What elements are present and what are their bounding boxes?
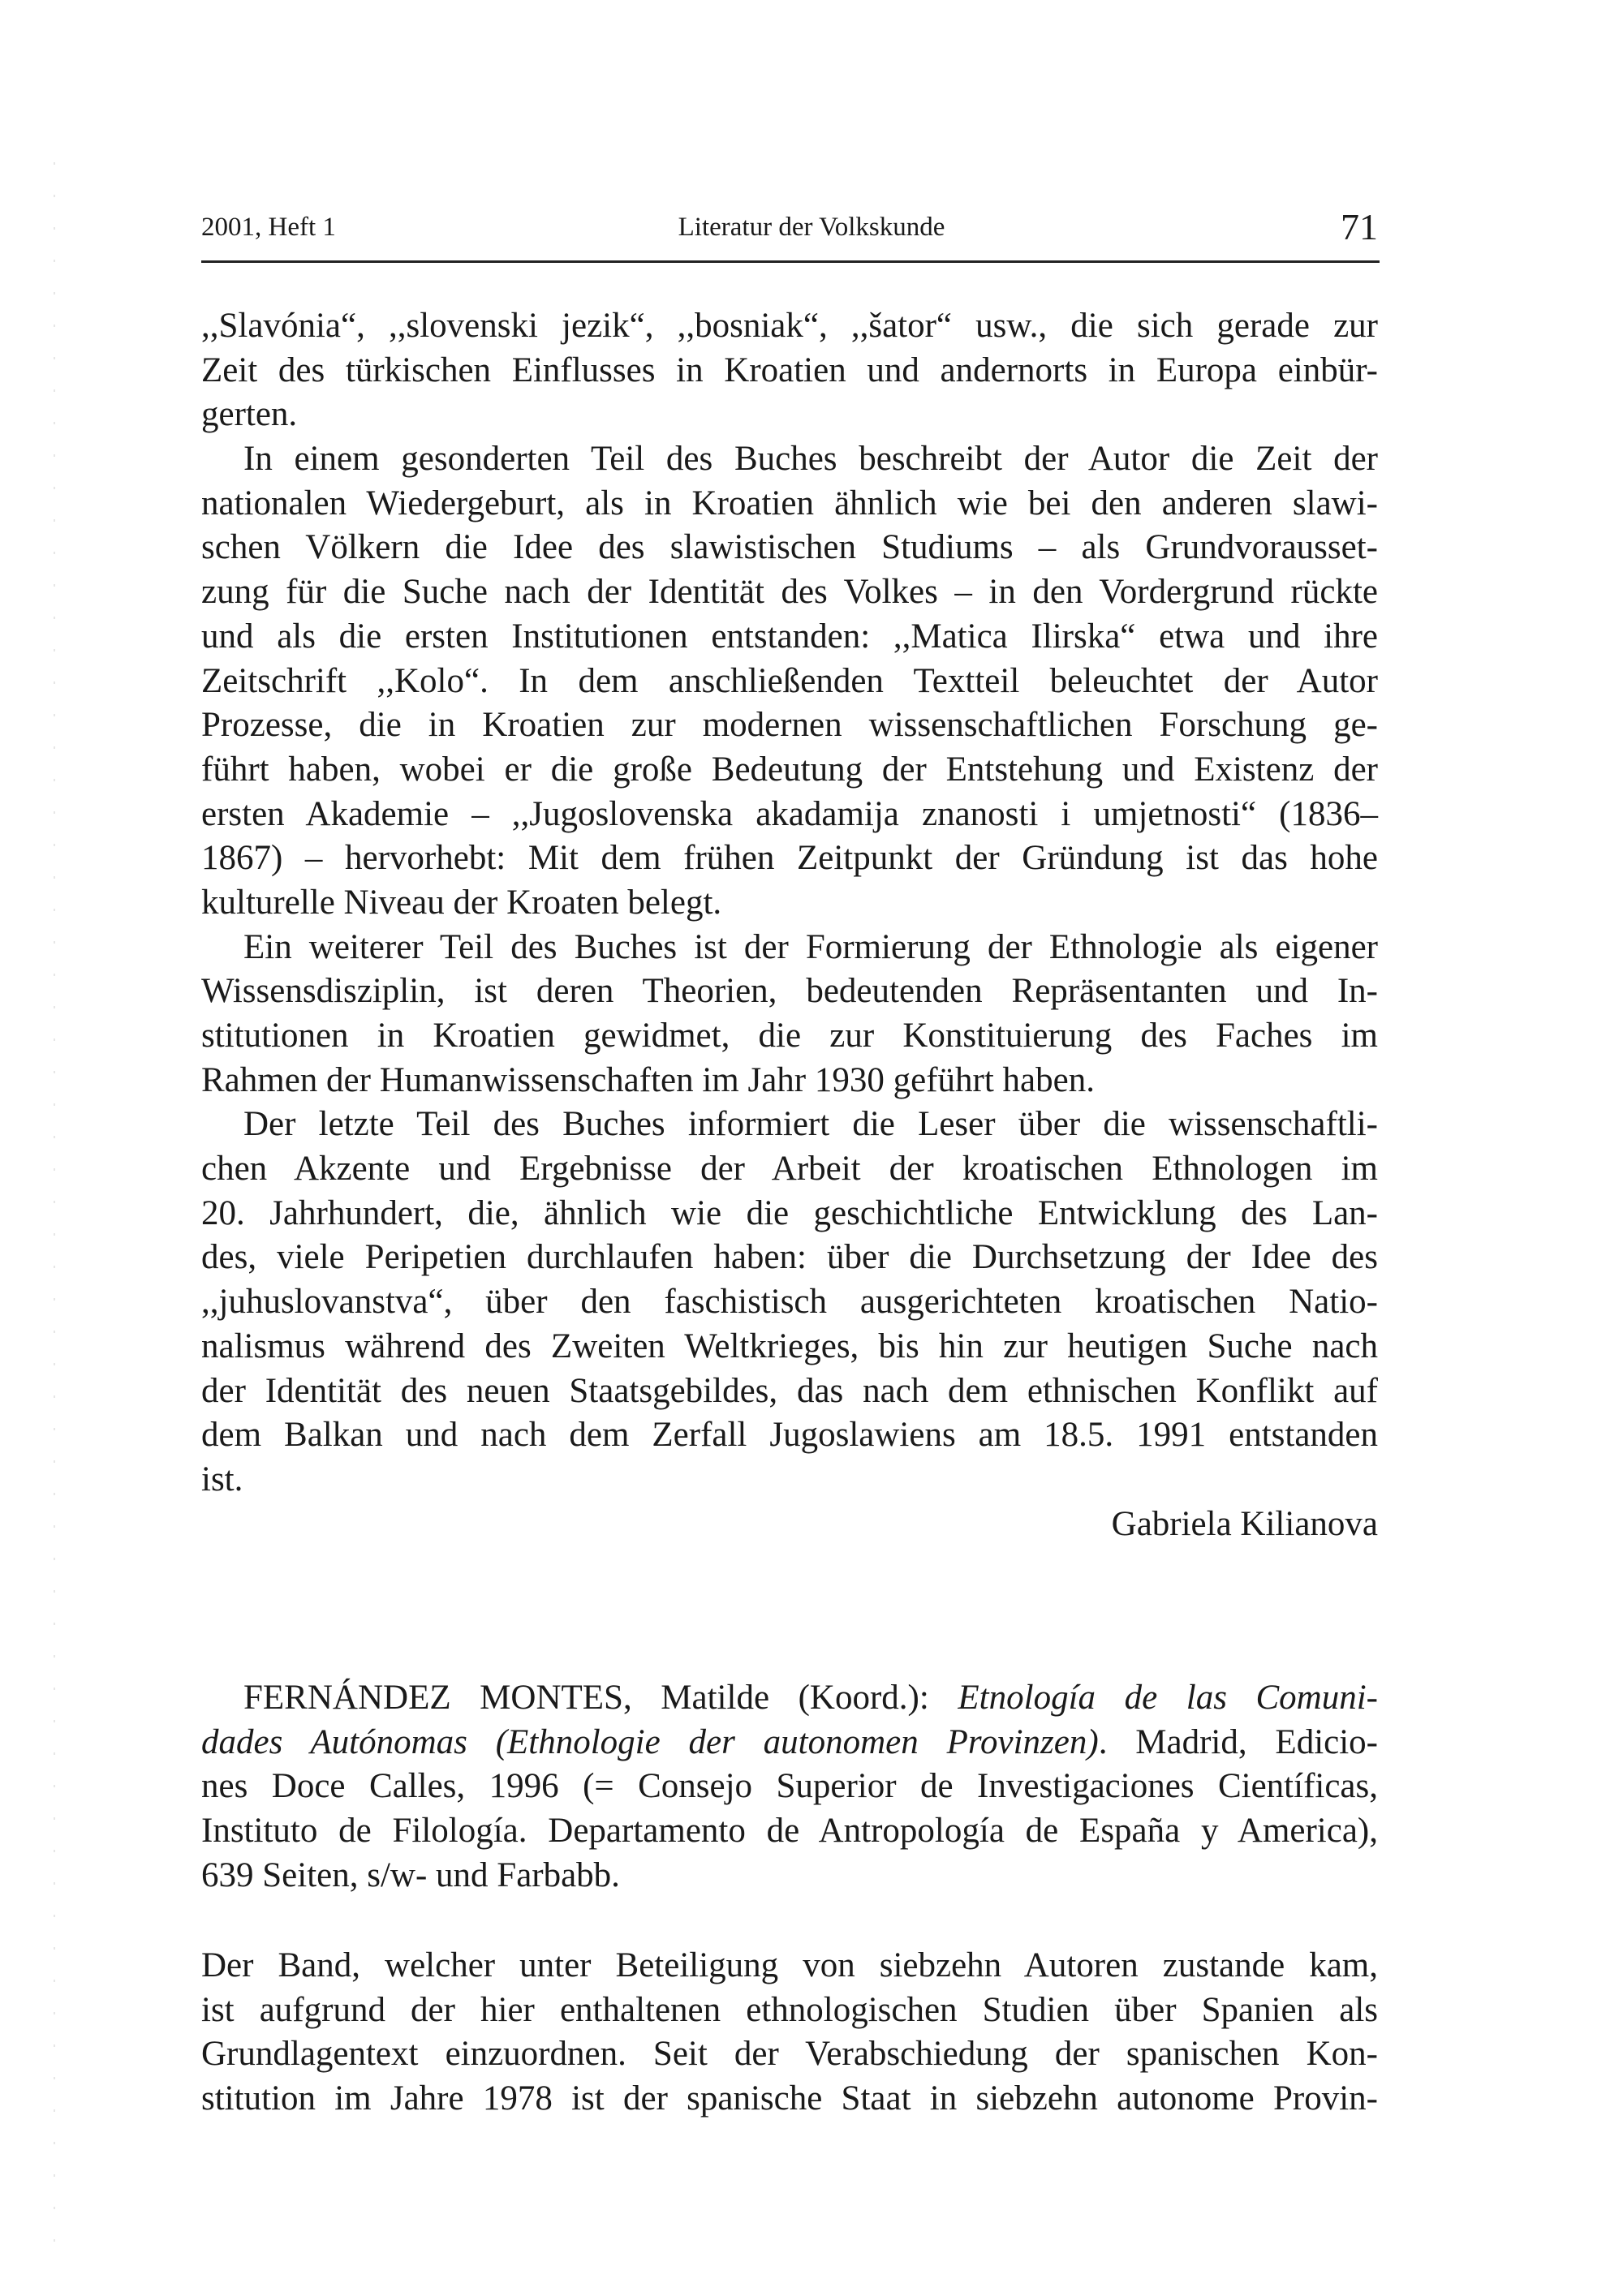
text-segment: der Identität des neuen Staatsgebildes, das nach dem ethnischen Konflikt auf xyxy=(201,1371,1378,1410)
text-line xyxy=(201,881,1378,926)
text-line xyxy=(201,570,1378,615)
text-segment: Instituto de Filología. Departamento de Antropología de España y America), xyxy=(201,1812,1378,1851)
text-line xyxy=(201,793,1378,837)
text-line xyxy=(201,703,1378,748)
text-segment: 20. Jahrhundert, die, ähnlich wie die geschichtliche Entwicklung des Lan- xyxy=(201,1193,1378,1232)
text-segment: Zeit des türkischen Einflusses in Kroatien und andernorts in Europa einbür- xyxy=(201,350,1378,389)
text-segment: 1867) – hervorhebt: Mit dem frühen Zeitpunkt der Gründung ist das hohe xyxy=(201,839,1378,878)
text-line xyxy=(201,970,1378,1014)
review-fernandez-citation xyxy=(201,1676,1378,1898)
text-segment: ,,juhuslovanstva“, über den faschistisch ausgerichteten kroatischen Natio- xyxy=(201,1283,1378,1322)
text-segment: . Madrid, Edicio- xyxy=(1098,1722,1378,1761)
text-segment: nalismus während des Zweiten Weltkrieges, bis hin zur heutigen Suche nach xyxy=(201,1326,1378,1365)
text-line xyxy=(201,660,1378,704)
text-segment: stitutionen in Kroatien gewidmet, die zur Konstituierung des Faches im xyxy=(201,1017,1378,1055)
text-line xyxy=(201,615,1378,660)
text-line xyxy=(201,1676,1378,1721)
text-segment: In einem gesonderten Teil des Buches beschreibt der Autor die Zeit der xyxy=(243,440,1378,479)
reviewer-signature xyxy=(201,1503,1378,1547)
text-line xyxy=(201,1369,1378,1414)
text-segment: Grundlagentext einzuordnen. Seit der Verabschiedung der spanischen Kon- xyxy=(201,2035,1378,2074)
review-fernandez-body xyxy=(201,1944,1378,2122)
text-line xyxy=(201,1413,1378,1458)
scan-margin-marks xyxy=(54,162,55,2272)
text-line xyxy=(201,1721,1378,1765)
text-segment: Gabriela Kilianova xyxy=(1111,1504,1378,1543)
text-segment: stitution im Jahre 1978 ist der spanische Staat in siebzehn autonome Provin- xyxy=(201,2079,1378,2118)
text-segment: nationalen Wiedergeburt, als in Kroatien ähnlich wie bei den anderen slawi- xyxy=(201,484,1378,522)
text-line xyxy=(201,748,1378,793)
text-segment: gerten. xyxy=(201,395,298,434)
text-line xyxy=(201,2077,1378,2122)
text-segment: dem Balkan und nach dem Zerfall Jugoslawiens am 18.5. 1991 entstanden xyxy=(201,1416,1378,1455)
text-segment: kulturelle Niveau der Kroaten belegt. xyxy=(201,883,722,922)
text-line xyxy=(201,1236,1378,1280)
text-line xyxy=(201,1458,1378,1503)
text-line xyxy=(201,393,1378,437)
text-segment: Der letzte Teil des Buches informiert die Leser über die wissenschaftli- xyxy=(243,1105,1378,1144)
text-segment: ,,Slavónia“, ,,slovenski jezik“, ,,bosniak“, ,,šator“ usw., die sich gerade zur xyxy=(201,307,1378,345)
text-line xyxy=(201,836,1378,881)
text-segment: Ein weiterer Teil des Buches ist der Formierung der Ethnologie als eigener xyxy=(243,927,1378,966)
text-line xyxy=(201,482,1378,527)
text-segment: chen Akzente und Ergebnisse der Arbeit der kroatischen Ethnologen im xyxy=(201,1150,1378,1189)
text-line xyxy=(201,1059,1378,1103)
text-segment: des, viele Peripetien durchlaufen haben: über die Durchsetzung der Idee des xyxy=(201,1238,1378,1277)
text-line xyxy=(201,1325,1378,1369)
text-segment: führt haben, wobei er die große Bedeutung der Entstehung und Existenz der xyxy=(201,750,1378,789)
text-line xyxy=(201,304,1378,349)
page-number: 71 xyxy=(1341,206,1378,247)
italic-title-segment: dades Autónomas (Ethnologie der autonomen Provinzen) xyxy=(201,1722,1099,1761)
text-segment: 639 Seiten, s/w- und Farbabb. xyxy=(201,1855,620,1894)
text-line xyxy=(201,1854,1378,1898)
text-line xyxy=(201,1944,1378,1989)
running-header-issue: 2001, Heft 1 xyxy=(201,213,336,242)
review-kilianova xyxy=(201,304,1378,1546)
text-line xyxy=(201,1809,1378,1854)
header-rule xyxy=(201,260,1380,263)
text-line xyxy=(201,2032,1378,2077)
text-segment: Rahmen der Humanwissenschaften im Jahr 1930 geführt haben. xyxy=(201,1060,1095,1099)
text-line xyxy=(201,926,1378,970)
text-segment: Der Band, welcher unter Beteiligung von siebzehn Autoren zustande kam, xyxy=(201,1946,1378,1984)
text-segment: zung für die Suche nach der Identität des Volkes – in den Vordergrund rückte xyxy=(201,573,1378,612)
text-segment: Zeitschrift ,,Kolo“. In dem anschließenden Textteil beleuchtet der Autor xyxy=(201,661,1378,700)
text-segment: FERNÁNDEZ MONTES, Matilde (Koord.): xyxy=(243,1679,958,1717)
text-segment: und als die ersten Institutionen entstanden: ,,Matica Ilirska“ etwa und ihre xyxy=(201,617,1378,656)
text-line xyxy=(201,1014,1378,1059)
text-line xyxy=(201,1192,1378,1236)
text-line xyxy=(201,1765,1378,1809)
text-line xyxy=(201,1103,1378,1147)
text-segment: ist aufgrund der hier enthaltenen ethnologischen Studien über Spanien als xyxy=(201,1990,1378,2029)
text-segment: schen Völkern die Idee des slawistischen Studiums – als Grundvorausset- xyxy=(201,528,1378,567)
text-line xyxy=(201,1280,1378,1325)
text-line xyxy=(201,526,1378,570)
italic-title-segment: Etnología de las Comuni- xyxy=(958,1679,1378,1717)
running-header-title: Literatur der Volkskunde xyxy=(678,213,945,242)
text-segment: nes Doce Calles, 1996 (= Consejo Superior de Investigaciones Científicas, xyxy=(201,1767,1378,1806)
text-line xyxy=(201,1989,1378,2033)
text-segment: ist. xyxy=(201,1460,243,1498)
text-segment: ersten Akademie – ,,Jugoslovenska akadamija znanosti i umjetnosti“ (1836– xyxy=(201,794,1378,833)
text-line xyxy=(201,349,1378,393)
text-segment: Wissensdisziplin, ist deren Theorien, bedeutenden Repräsentanten und In- xyxy=(201,972,1378,1011)
text-line xyxy=(201,1147,1378,1192)
text-line xyxy=(201,437,1378,482)
text-segment: Prozesse, die in Kroatien zur modernen wissenschaftlichen Forschung ge- xyxy=(201,706,1378,745)
